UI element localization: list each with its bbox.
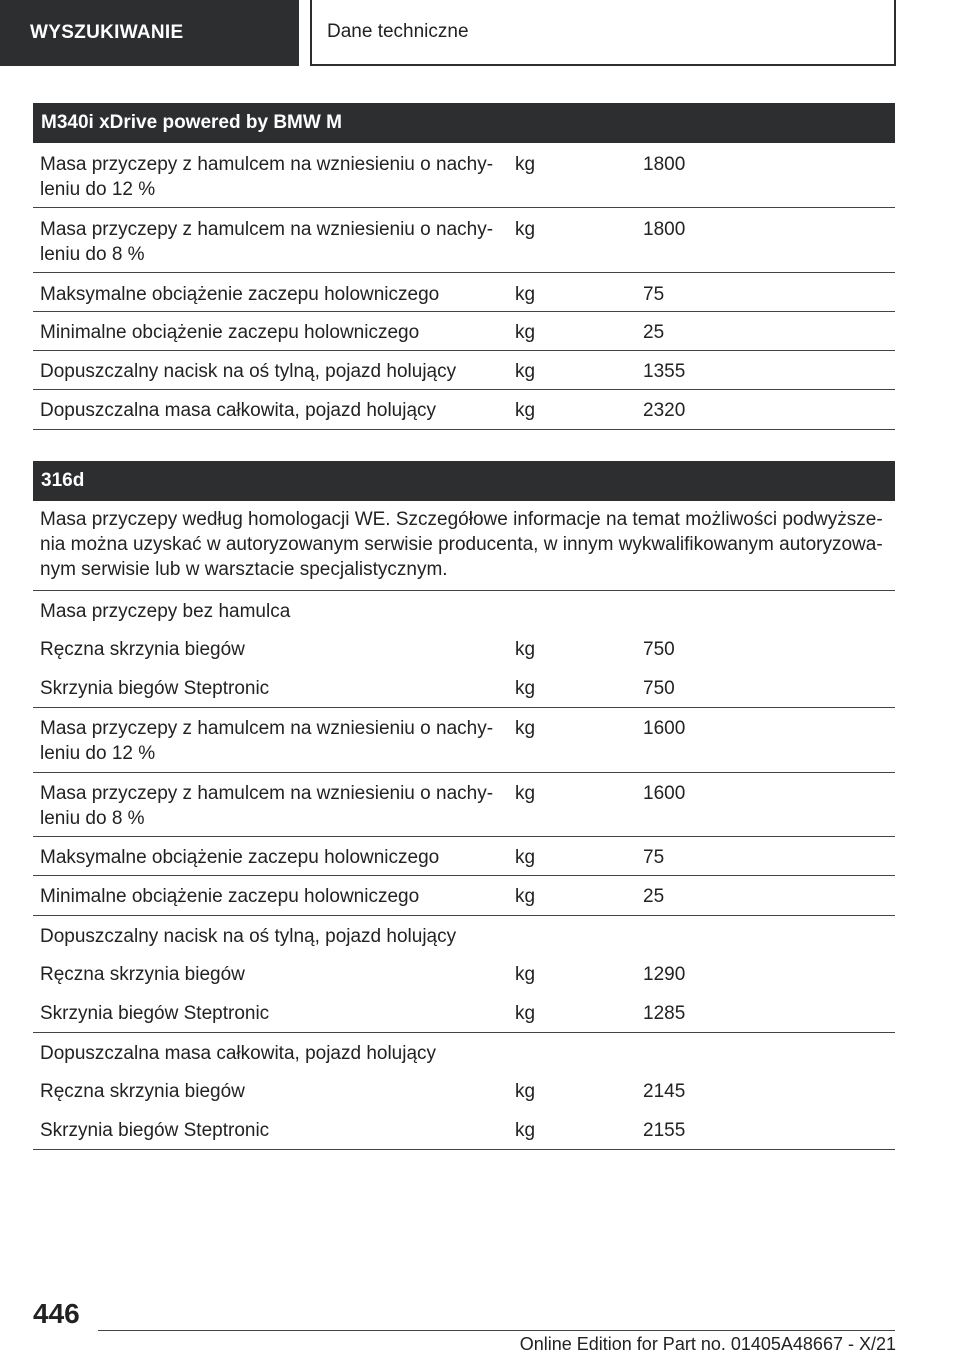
- row-value: 1285: [643, 1003, 686, 1024]
- row-label: Dopuszczalny nacisk na oś tylną, pojazd holujący: [40, 361, 457, 382]
- section-m340i: [33, 103, 895, 430]
- table-row: [33, 994, 895, 1033]
- row-label: Dopuszczalna masa całkowita, pojazd holujący: [40, 400, 437, 421]
- table-row: [33, 1033, 895, 1072]
- row-value: 2145: [643, 1081, 686, 1102]
- row-label: Maksymalne obciążenie zaczepu holowniczego: [40, 847, 440, 868]
- table-row: [33, 143, 895, 208]
- row-label: Masa przyczepy z hamulcem na wzniesieniu o nachy-leniu do 12 %: [40, 718, 494, 764]
- top-bar: [0, 0, 960, 66]
- row-label: Minimalne obciążenie zaczepu holowniczego: [40, 886, 420, 907]
- row-unit: kg: [515, 678, 536, 699]
- row-label: Masa przyczepy z hamulcem na wzniesieniu o nachy-leniu do 8 %: [40, 783, 494, 829]
- row-heading: Dopuszczalna masa całkowita, pojazd holujący: [40, 1043, 437, 1064]
- row-value: 1290: [643, 964, 686, 985]
- table-row: [33, 312, 895, 351]
- row-unit: kg: [515, 1120, 536, 1141]
- row-value: 1800: [643, 154, 686, 175]
- table-row: [33, 773, 895, 837]
- section-title: Dane techniczne: [327, 21, 469, 42]
- row-unit: kg: [515, 964, 536, 985]
- row-label: Ręczna skrzynia biegów: [40, 964, 245, 985]
- table-row: [33, 351, 895, 390]
- table-row: [33, 837, 895, 876]
- row-label: Masa przyczepy z hamulcem na wzniesieniu o nachy-leniu do 8 %: [40, 219, 494, 265]
- table-row: [33, 708, 895, 773]
- row-label: Skrzynia biegów Steptronic: [40, 1003, 270, 1024]
- row-value: 2155: [643, 1120, 686, 1141]
- row-label: Maksymalne obciążenie zaczepu holowniczego: [40, 284, 440, 305]
- row-unit: kg: [515, 284, 536, 305]
- row-value: 1800: [643, 219, 686, 240]
- row-label: Ręczna skrzynia biegów: [40, 1081, 245, 1102]
- table-row: [33, 955, 895, 994]
- table-row: [33, 390, 895, 430]
- row-value: 1355: [643, 361, 686, 382]
- table-row: [33, 273, 895, 312]
- row-label: Ręczna skrzynia biegów: [40, 639, 245, 660]
- row-unit: kg: [515, 847, 536, 868]
- row-value: 75: [643, 847, 665, 868]
- table-row: [33, 591, 895, 630]
- row-value: 75: [643, 284, 665, 305]
- page-number: 446: [33, 1298, 80, 1329]
- table-row: [33, 630, 895, 669]
- row-unit: kg: [515, 639, 536, 660]
- row-unit: kg: [515, 886, 536, 907]
- row-label: Skrzynia biegów Steptronic: [40, 678, 270, 699]
- edition-note: Online Edition for Part no. 01405A48667 - X/21: [519, 1334, 896, 1354]
- row-value: 25: [643, 322, 665, 343]
- row-value: 750: [643, 639, 675, 660]
- row-unit: kg: [515, 322, 536, 343]
- section-title-tab: [310, 0, 896, 66]
- row-unit: kg: [515, 400, 536, 421]
- row-unit: kg: [515, 783, 536, 804]
- row-unit: kg: [515, 1003, 536, 1024]
- row-label: Minimalne obciążenie zaczepu holowniczego: [40, 322, 420, 343]
- table-row: [33, 208, 895, 273]
- row-label: Masa przyczepy z hamulcem na wzniesieniu o nachy-leniu do 12 %: [40, 154, 494, 200]
- row-unit: kg: [515, 361, 536, 382]
- row-value: 750: [643, 678, 675, 699]
- homologation-note: Masa przyczepy według homologacji WE. Szczegółowe informacje na temat możliwości podwyższe-nia można uzyskać w autoryzowanym serwisie producenta, w innym wykwalifikowanym autoryzowa-nym serwisie lub w warsztacie specjalistycznym.: [33, 501, 895, 591]
- row-unit: kg: [515, 154, 536, 175]
- table-row: [33, 876, 895, 916]
- table-row: [33, 1111, 895, 1150]
- row-value: 1600: [643, 718, 686, 739]
- footer-divider: [98, 1330, 895, 1331]
- row-heading: Masa przyczepy bez hamulca: [40, 601, 291, 622]
- row-unit: kg: [515, 219, 536, 240]
- table-row: [33, 916, 895, 955]
- row-unit: kg: [515, 1081, 536, 1102]
- row-value: 25: [643, 886, 665, 907]
- row-heading: Dopuszczalny nacisk na oś tylną, pojazd holujący: [40, 926, 457, 947]
- row-label: Skrzynia biegów Steptronic: [40, 1120, 270, 1141]
- table-row: [33, 1072, 895, 1111]
- search-button[interactable]: WYSZUKIWANIE: [0, 0, 299, 66]
- section-header: M340i xDrive powered by BMW M: [33, 103, 895, 143]
- section-316d: [33, 461, 895, 1150]
- table-row: [33, 669, 895, 708]
- row-value: 2320: [643, 400, 686, 421]
- row-value: 1600: [643, 783, 686, 804]
- row-unit: kg: [515, 718, 536, 739]
- section-header: 316d: [33, 461, 895, 501]
